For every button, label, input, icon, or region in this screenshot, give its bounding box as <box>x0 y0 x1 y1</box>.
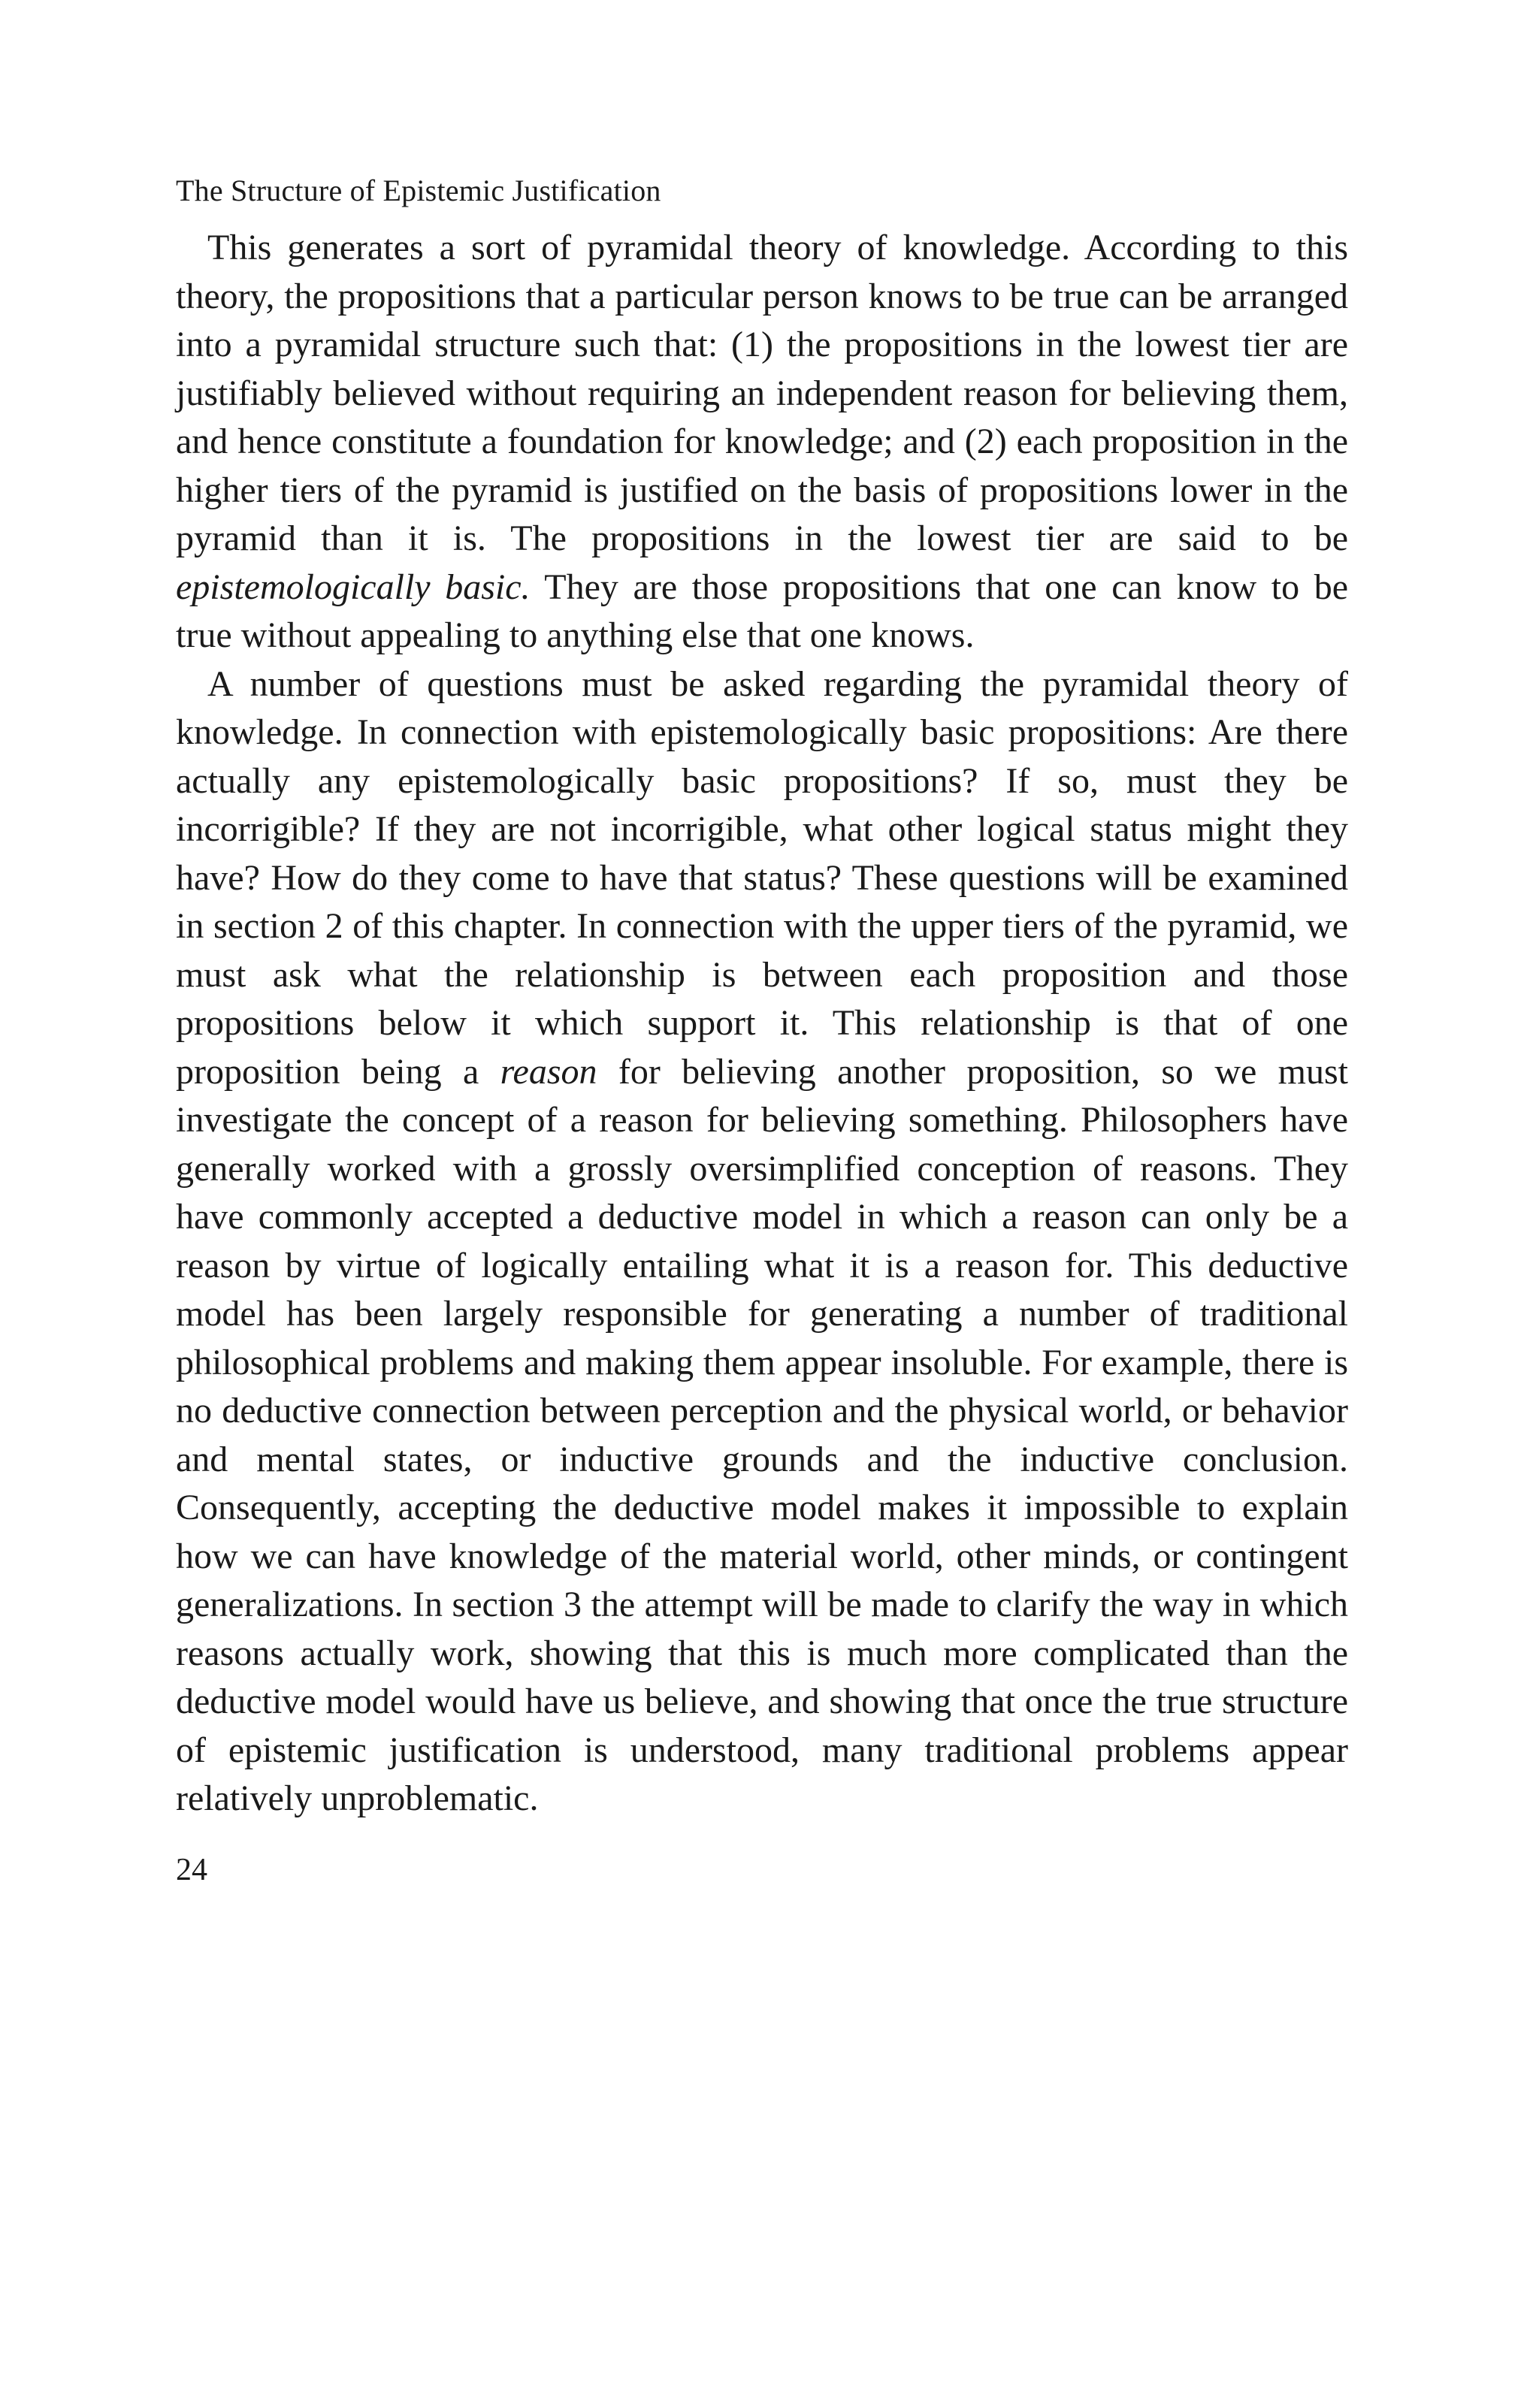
paragraph-2 <box>176 660 1348 1823</box>
page-number: 24 <box>176 1852 207 1887</box>
body-text <box>176 224 1348 1823</box>
paragraph-1-italic-term: epistemologically basic. <box>176 566 531 607</box>
book-page <box>176 173 1348 1888</box>
paragraph-2-italic-term: reason <box>500 1051 597 1092</box>
paragraph-1-text-b: They are those propositions that one can know to be true without appealing to anything else that one knows. <box>176 566 1348 655</box>
paragraph-2-text-b: for believing another proposition, so we must investigate the concept of a reason for believing something. Philosophers have generally worked with a grossly oversimplified conception of reasons. They have commonly accepted a deductive model in which a reason can only be a reason by virtue of logically entailing what it is a reason for. This deductive model has been largely responsible for generating a number of traditional philosophical problems and making them appear insoluble. For example, there is no deductive connection between perception and the physical world, or behavior and mental states, or inductive grounds and the inductive conclusion. Consequently, accepting the deductive model makes it impossible to explain how we can have knowledge of the material world, other minds, or contingent generalizations. In section 3 the attempt will be made to clarify the way in which reasons actually work, showing that this is much more complicated than the deductive model would have us believe, and showing that once the true structure of epistemic justification is understood, many traditional problems appear relatively unproblematic. <box>176 1051 1348 1818</box>
running-head: The Structure of Epistemic Justification <box>176 174 661 207</box>
paragraph-1 <box>176 224 1348 660</box>
paragraph-2-text-a: A number of questions must be asked regarding the pyramidal theory of knowledge. In connection with epistemologically basic propositions: Are there actually any epistemologically basic propositions? If so, must they be incorrigible? If they are not incorrigible, what other logical status might they have? How do they come to have that status? These questions will be examined in section 2 of this chapter. In connection with the upper tiers of the pyramid, we must ask what the relationship is between each proposition and those propositions below it which support it. This relationship is that of one proposition being a <box>176 663 1348 1092</box>
paragraph-1-text-a: This generates a sort of pyramidal theory of knowledge. According to this theory, the propositions that a particular person knows to be true can be arranged into a pyramidal structure such that: (1) the propositions in the lowest tier are justifiably believed without requiring an independent reason for believing them, and hence constitute a foundation for knowledge; and (2) each proposition in the higher tiers of the pyramid is justified on the basis of propositions lower in the pyramid than it is. The propositions in the lowest tier are said to be <box>176 228 1348 558</box>
